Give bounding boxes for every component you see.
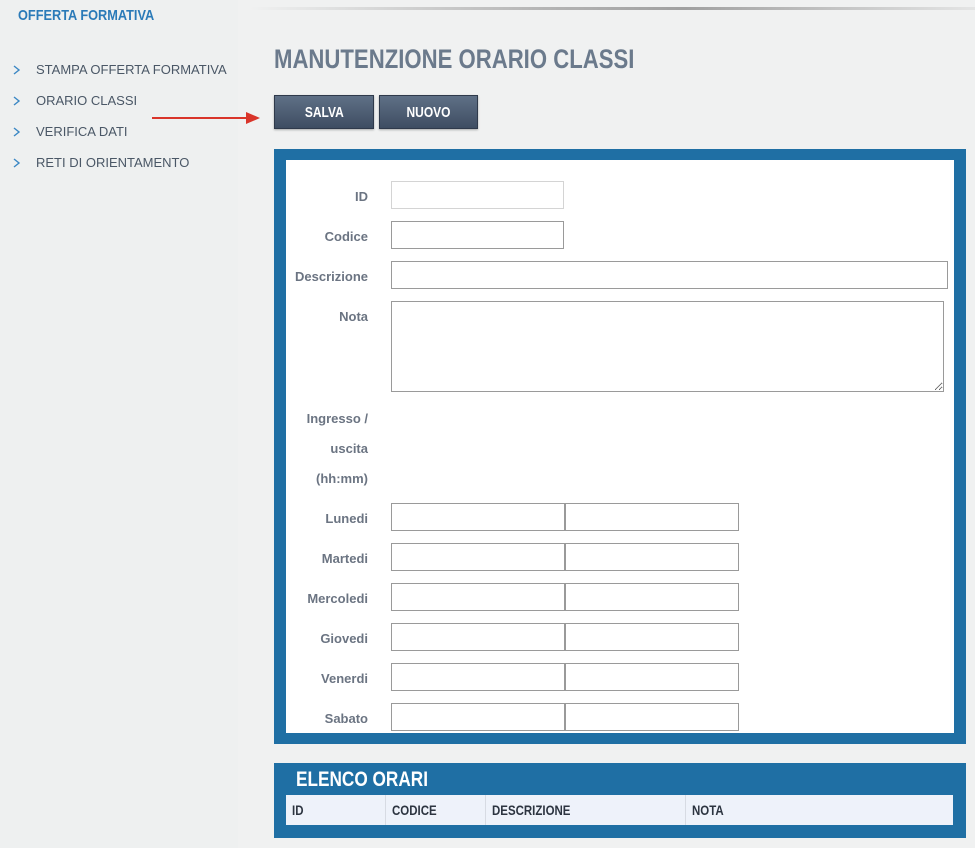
sidebar-item-verifica-dati[interactable]	[0, 124, 238, 140]
day-label-martedi: Martedi	[321, 551, 368, 566]
giovedi-entry-time[interactable]	[391, 623, 565, 651]
day-label-venerdi: Venerdi	[321, 671, 368, 686]
new-button-label: NUOVO	[406, 103, 451, 121]
day-label-giovedi: Giovedi	[320, 631, 368, 646]
code-field[interactable]	[391, 221, 564, 249]
schedule-label-line2: uscita	[330, 441, 368, 456]
mercoledi-exit-time[interactable]	[565, 583, 739, 611]
schedule-label-line1: Ingresso /	[306, 411, 368, 426]
column-header-descrizione[interactable]	[486, 795, 686, 825]
note-textarea[interactable]	[391, 301, 944, 392]
save-button-label: SALVA	[304, 103, 344, 121]
column-header-label: CODICE	[392, 802, 437, 818]
page-title: MANUTENZIONE ORARIO CLASSI	[274, 44, 635, 74]
sidebar-item-reti-di-orientamento[interactable]	[0, 155, 238, 171]
code-label: Codice	[324, 229, 368, 244]
schedule-list-panel	[274, 763, 966, 838]
mercoledi-entry-time[interactable]	[391, 583, 565, 611]
lunedi-exit-time[interactable]	[565, 503, 739, 531]
column-header-label: NOTA	[692, 802, 724, 818]
sidebar-item-label: VERIFICA DATI	[36, 124, 128, 139]
sabato-entry-time[interactable]	[391, 703, 565, 731]
header-divider	[250, 7, 975, 10]
day-label-lunedi: Lunedi	[325, 511, 368, 526]
column-header-nota[interactable]	[686, 795, 953, 825]
venerdi-entry-time[interactable]	[391, 663, 565, 691]
chevron-right-icon	[12, 158, 21, 168]
column-header-label: DESCRIZIONE	[492, 802, 571, 818]
red-arrow-annotation	[152, 111, 262, 125]
column-header-label: ID	[292, 802, 304, 818]
chevron-right-icon	[12, 65, 21, 75]
venerdi-exit-time[interactable]	[565, 663, 739, 691]
chevron-right-icon	[12, 96, 21, 106]
list-title: ELENCO ORARI	[296, 768, 429, 791]
sidebar	[0, 0, 238, 848]
id-field[interactable]	[391, 181, 564, 209]
chevron-right-icon	[12, 127, 21, 137]
day-label-mercoledi: Mercoledi	[307, 591, 368, 606]
table-header	[286, 795, 953, 825]
description-field[interactable]	[391, 261, 948, 289]
sidebar-item-orario-classi[interactable]	[0, 93, 238, 109]
schedule-label-line3: (hh:mm)	[316, 471, 368, 486]
description-label: Descrizione	[295, 269, 368, 284]
sidebar-item-label: RETI DI ORIENTAMENTO	[36, 155, 190, 170]
new-button[interactable]	[379, 95, 478, 129]
form-panel	[274, 149, 966, 744]
sabato-exit-time[interactable]	[565, 703, 739, 731]
lunedi-entry-time[interactable]	[391, 503, 565, 531]
id-label: ID	[355, 189, 368, 204]
sidebar-item-stampa-offerta-formativa[interactable]	[0, 62, 238, 78]
day-label-sabato: Sabato	[324, 711, 368, 726]
sidebar-title: OFFERTA FORMATIVA	[18, 7, 155, 24]
note-label: Nota	[339, 309, 368, 324]
sidebar-item-label: ORARIO CLASSI	[36, 93, 138, 108]
martedi-exit-time[interactable]	[565, 543, 739, 571]
column-header-codice[interactable]	[386, 795, 486, 825]
martedi-entry-time[interactable]	[391, 543, 565, 571]
column-header-id[interactable]	[286, 795, 386, 825]
save-button[interactable]	[274, 95, 374, 129]
form-body	[286, 160, 954, 733]
sidebar-item-label: STAMPA OFFERTA FORMATIVA	[36, 62, 227, 77]
giovedi-exit-time[interactable]	[565, 623, 739, 651]
